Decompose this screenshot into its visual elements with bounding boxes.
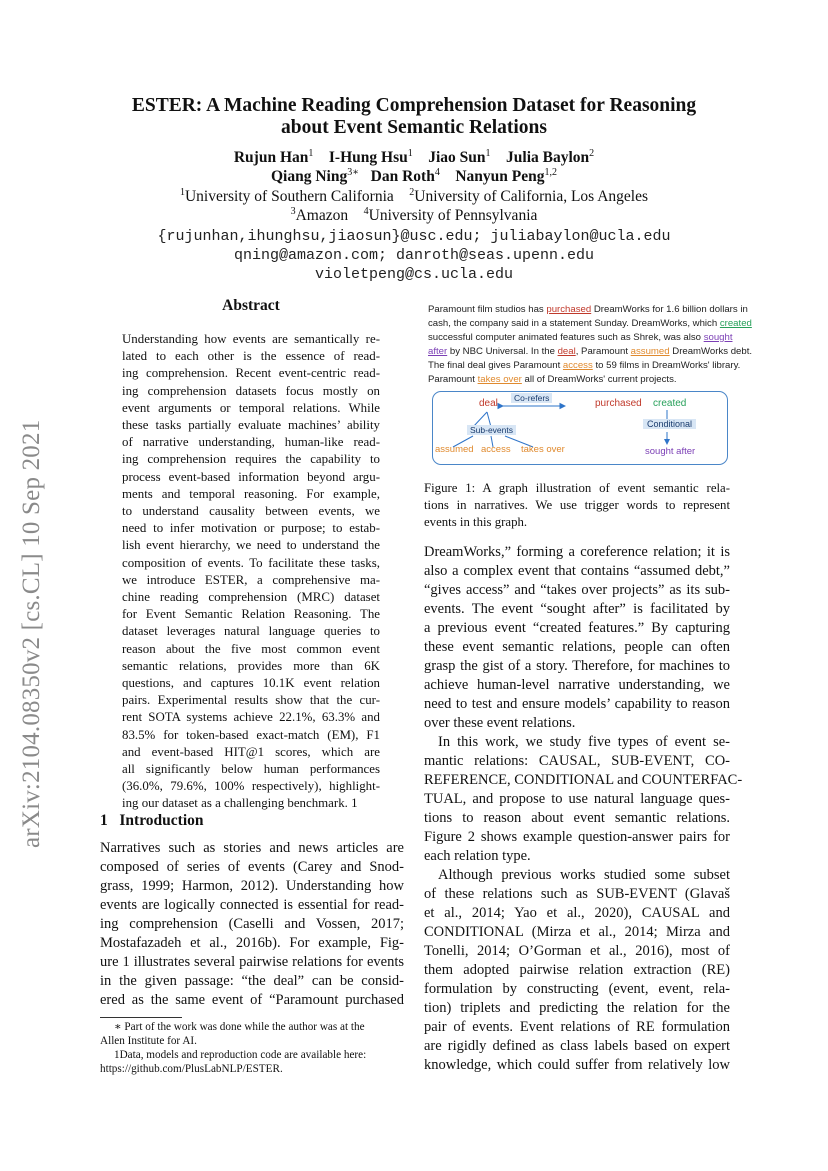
text-line: ing comprehension. Recent event-centric read- — [122, 366, 380, 381]
text-line: in the given passage: “the deal” can be consid- — [100, 973, 404, 989]
text-line: REFERENCE, CONDITIONAL and COUNTERFAC- — [424, 772, 743, 788]
text-line: ing comprehension datasets focus mostly on — [122, 383, 380, 398]
text-line: composed of series of events (Carey and Snod- — [100, 859, 404, 875]
affiliation: University of Pennsylvania — [368, 207, 538, 224]
text-line: process event-based information beyond argu- — [122, 469, 380, 484]
text-line: events. The event “sought after” is facilitated by — [424, 601, 730, 617]
event-sought: sought — [703, 332, 733, 343]
figure-1-caption: Figure 1: A graph illustration of event semantic rela- tions in narratives. We use trigger words to represent events in this graph. — [424, 481, 730, 529]
email-line-1[interactable]: {rujunhan,ihunghsu,jiaosun}@usc.edu; juliabaylon@ucla.edu — [157, 228, 671, 245]
event-takes-over: takes over — [477, 374, 522, 385]
text-line: pair of events. Event relations of RE formulation — [424, 1019, 730, 1035]
text-line: rent SOTA systems achieve 22.1%, 63.3% and — [122, 710, 380, 725]
text-line: pairs. Experimental results show that the cur- — [122, 693, 380, 708]
author-line-1: Rujun Han$^1$ I-Hung Hsu$^1$ Jiao Sun$^1$ Julia Baylon$^2$ — [233, 147, 595, 166]
text-line: questions, and captures 10.1K event relation — [122, 676, 380, 691]
author-name: Qiang Ning — [271, 168, 348, 185]
text-line: we introduce ESTER, a comprehensive ma- — [122, 572, 380, 587]
email-line-3[interactable]: violetpeng@cs.ucla.edu — [314, 266, 514, 283]
text-line: knowledge, which could suffer from relatively low — [424, 1057, 730, 1073]
text-line: and event-based HIT@1 scores, which are — [122, 744, 380, 759]
text-line: lated to each other is the essence of read- — [122, 349, 380, 364]
text-line: ing comprehension requires the capability to — [122, 452, 380, 467]
figure-event-graph — [432, 391, 728, 465]
label-subevents: Sub-events — [467, 425, 516, 435]
text-line: are rigidly defined as class labels based on expert — [424, 1038, 730, 1054]
text-line: Tonelli, 2014; O’Gorman et al., 2016), most of — [424, 943, 730, 959]
event-created: created — [719, 318, 752, 329]
figure-passage: Paramount film studios has purchased DreamWorks for 1.6 billion dollars in cash, the company said in a statement Sunday. DreamWorks, which created successful computer animated features such as Shrek, was also sought after by NBC Universal. In the deal, Paramount assumed DreamWorks debt. The final deal gives Paramount access to 59 films in DreamWorks' library. Paramount takes over all of DreamWorks' current projects. — [428, 304, 753, 385]
footnote-2: 1Data, models and reproduction code are available here: — [114, 1049, 367, 1061]
text-line: need to test and ensure models’ capability to reason — [424, 696, 730, 712]
text-line: ing our dataset as a challenging benchmark. 1 — [122, 796, 358, 811]
footnote-1-cont: Allen Institute for AI. — [100, 1035, 197, 1047]
text-line: them adopted pairwise relation extraction (RE) — [424, 962, 730, 978]
affiliation-line-2: $^3$Amazon $^4$University of Pennsylvania — [290, 205, 538, 224]
text-line: of these relations such as SUB-EVENT (Glavaš — [424, 886, 730, 902]
text-line: chine reading comprehension (MRC) dataset — [122, 590, 380, 605]
text-line: DreamWorks,” forming a coreference relation; it is — [424, 544, 730, 560]
arxiv-stamp: arXiv:2104.08350v2 [cs.CL] 10 Sep 2021 — [18, 419, 45, 848]
text-line: these event semantic relations, people can often — [424, 639, 730, 655]
text-line: composition of events. To facilitate these tasks, — [122, 555, 380, 570]
author-name: Jiao Sun — [428, 149, 486, 166]
text-line: event arguments or temporal relations. While — [122, 400, 380, 415]
text-line: to understand causality between events, we — [122, 504, 380, 519]
author-name: Dan Roth — [370, 168, 435, 185]
text-line: a previous event “created features.” By capturing — [424, 620, 730, 636]
text-line: et al., 2014; Yao et al., 2020), CAUSAL and — [424, 905, 730, 921]
paper-title — [100, 95, 728, 139]
text-line: over these event relations. — [424, 715, 576, 731]
text-line: semantic relations, provides more than 6K — [122, 658, 380, 673]
event-deal: deal — [557, 346, 576, 357]
text-line: of narrative understanding, human-like read- — [122, 435, 380, 450]
text-line: CONDITIONAL (Mirza et al., 2014; Mirza and — [424, 924, 730, 940]
affiliation-line-1: $^1$University of Southern California $^2$University of California, Los Angeles — [179, 186, 649, 205]
label-corefers: Co-refers — [511, 393, 552, 403]
affiliation: Amazon — [295, 207, 349, 224]
node-access: access — [481, 444, 511, 455]
event-purchased: purchased — [546, 304, 592, 315]
node-sought-after: sought after — [645, 446, 696, 457]
text-line: Figure 2 shows example question-answer pairs for — [424, 829, 730, 845]
event-access: access — [562, 360, 593, 371]
text-line: Although previous works studied some subset — [438, 867, 730, 883]
author-name: I-Hung Hsu — [328, 149, 408, 166]
text-line: “gives access” and “takes over projects” as its sub- — [424, 582, 730, 598]
event-assumed: assumed — [630, 346, 670, 357]
node-deal: deal — [479, 398, 498, 409]
text-line: dataset leverages natural language queries to — [122, 624, 380, 639]
text-line: each relation type. — [424, 848, 531, 864]
footnote-1: ∗ Part of the work was done while the author was at the — [114, 1021, 365, 1033]
text-line: tion) triplets and predicting the relation for the — [424, 1000, 730, 1016]
intro-right-column — [424, 543, 743, 1075]
text-line: events are logically connected is essential for read- — [100, 897, 404, 913]
node-assumed: assumed — [435, 444, 474, 455]
email-line-2[interactable]: qning@amazon.com; danroth@seas.upenn.edu — [233, 247, 595, 264]
text-line: for Event Semantic Relation Reasoning. The — [122, 607, 380, 622]
text-line: these tasks partially evaluate machines’ ability — [122, 418, 380, 433]
text-line: lish event hierarchy, we need to understand the — [122, 538, 380, 553]
footnotes — [100, 1020, 404, 1076]
intro-left-column — [100, 839, 404, 1010]
abstract-heading: Abstract — [222, 297, 280, 314]
affiliation: University of California, Los Angeles — [414, 188, 649, 205]
text-line: reason about the five most common event — [122, 641, 380, 656]
author-name: Rujun Han — [233, 149, 309, 166]
text-line: ure 1 illustrates several pairwise relations for events — [100, 954, 404, 970]
text-line: 83.5% for token-based exact-match (EM), F1 — [122, 727, 380, 742]
text-line: Understanding how events are semantically re- — [122, 332, 380, 346]
author-name: Julia Baylon — [506, 149, 590, 166]
text-line: mantic relations: CAUSAL, SUB-EVENT, CO- — [424, 753, 730, 769]
text-line: all significantly below human performances — [122, 762, 380, 777]
abstract-body — [122, 331, 380, 813]
text-line: ered as the same event of “Paramount purchased — [100, 992, 404, 1008]
section-heading-introduction: 1 Introduction — [100, 812, 204, 829]
text-line: formulation by constructing (event, event, rela- — [424, 981, 730, 997]
text-line: tions to reason about event semantic relations. — [424, 810, 730, 826]
text-line: (36.0%, 79.6%, 100% respectively), highlight- — [122, 779, 380, 794]
affiliation: University of Southern California — [184, 188, 394, 205]
author-name: Nanyun Peng — [455, 168, 545, 185]
text-line: need to infer motivation or purpose; to estab- — [122, 521, 380, 536]
text-line: TUAL, and propose to use natural language ques- — [424, 791, 730, 807]
text-line: Mostafazadeh et al., 2016b). For example, Fig- — [100, 935, 404, 951]
text-line: In this work, we study five types of event se- — [438, 734, 730, 750]
text-line: grasp the gist of a story. Therefore, for machines to — [424, 658, 730, 674]
node-takes-over: takes over — [521, 444, 565, 455]
label-conditional: Conditional — [643, 419, 696, 429]
node-purchased: purchased — [595, 398, 642, 409]
title-line-2: about Event Semantic Relations — [281, 117, 547, 138]
figure-1 — [428, 303, 753, 475]
author-line-2: Qiang Ning$^{3∗}$ Dan Roth$^4$ Nanyun Peng$^{1,2}$ — [271, 166, 557, 185]
text-line: achieve human-level narrative understanding, we — [424, 677, 730, 693]
footnote-2-link[interactable]: https://github.com/PlusLabNLP/ESTER. — [100, 1063, 283, 1075]
footnote-rule — [100, 1017, 182, 1018]
title-line-1: ESTER: A Machine Reading Comprehension Dataset for Reasoning — [131, 95, 697, 116]
text-line: ing comprehension (Caselli and Vossen, 2017; — [100, 916, 404, 932]
text-line: Narratives such as stories and news articles are — [100, 840, 404, 856]
text-line: grass, 1999; Harmon, 2012). Understanding how — [100, 878, 404, 894]
text-line: ments and temporal reasoning. For example, — [122, 486, 380, 501]
node-created: created — [653, 398, 687, 409]
text-line: also a complex event that contains “assumed debt,” — [424, 563, 730, 579]
